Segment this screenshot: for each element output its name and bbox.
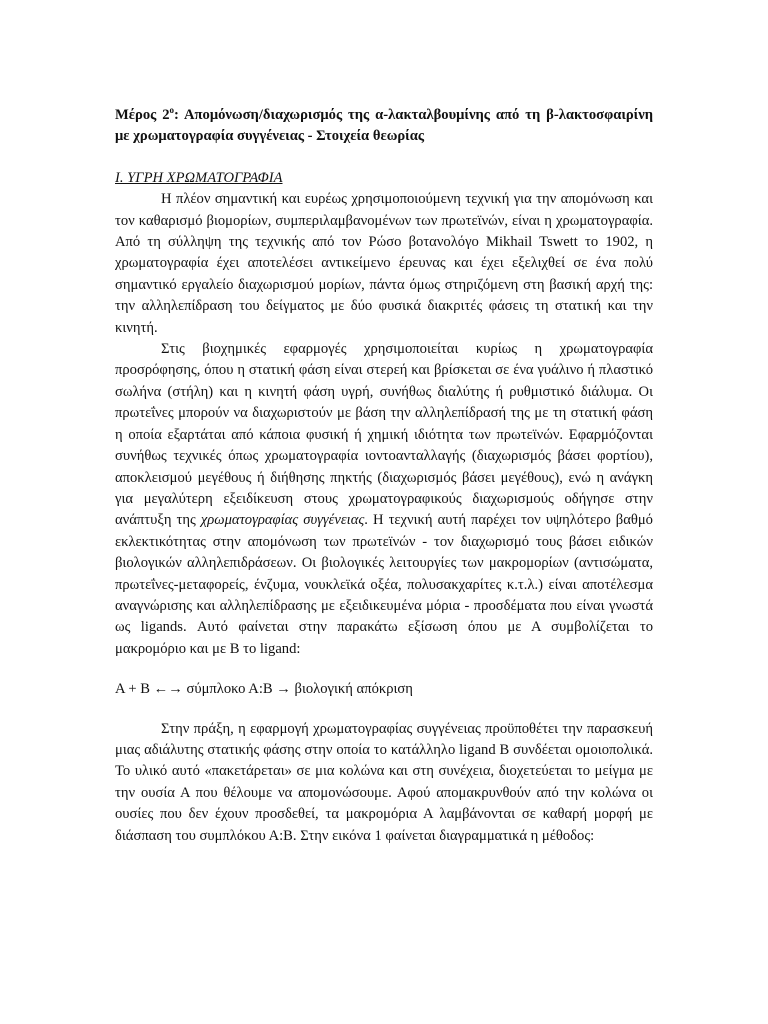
title-part1: Μέρος 2: [115, 107, 170, 123]
paragraph-2: [115, 339, 653, 660]
paragraph-1: Η πλέον σημαντική και ευρέως χρησιμοποιούμενη τεχνική για την απομόνωση και τον καθαρισμό βιομορίων, συμπεριλαμβανομένων των πρωτεϊνών, είναι η χρωματογραφία. Από τη σύλληψη της τεχνικής από τον Ρώσο βοτανολόγο Mikhail Tswett το 1902, η χρωματογραφία έχει αποτελέσει αντικείμενο έρευνας και έχει εξελιχθεί σε ένα πολύ σημαντικό εργαλείο διαχωρισμού μορίων, πάντα όμως στηριζόμενη στη βασική αρχή της: την αλληλεπίδραση του δείγματος με δύο φυσικά διακριτές φάσεις τη στατική και την κινητή.: [115, 191, 653, 336]
paragraph-3: Στην πράξη, η εφαρμογή χρωματογραφίας συγγένειας προϋποθέτει την παρασκευή μιας αδιάλυτης στατικής φάσης στην οποία το κατάλληλο ligand Β συνδέεται ομοιοπολικά. Το υλικό αυτό «πακετάρεται» σε μια κολώνα και στη συνέχεια, διοχετεύεται το μείγμα με την ουσία Α που θέλουμε να απομονώσουμε. Αφού απομακρυνθούν από την κολώνα οι ουσίες που δεν έχουν προσδεθεί, τα μακρομόρια Α λαμβάνονται σε καθαρή μορφή με διάσπαση του συμπλόκου Α:Β. Στην εικόνα 1 φαίνεται διαγραμματικά η μέθοδος:: [115, 720, 653, 844]
title-superscript: ο: [169, 105, 175, 115]
title-part2: : Απομόνωση/διαχωρισμός της α-λακταλβουμίνης από τη β-λακτοσφαιρίνη με χρωματογραφία συγγένειας - Στοιχεία θεωρίας: [115, 107, 654, 145]
document-page: [115, 105, 653, 847]
paragraph-2-emphasis: χρωματογραφίας συγγένειας: [200, 512, 365, 529]
document-title: [115, 105, 653, 148]
paragraph-2-text-b: . Η τεχνική αυτή παρέχει τον υψηλότερο βαθμό εκλεκτικότητας στην απομόνωση των πρωτεϊνών - τον διαχωρισμό τους βάσει ειδικών βιολογικών αλληλεπιδράσεων. Οι βιολογικές λειτουργίες των μακρομορίων (αντισώματα, πρωτεΐνες-μεταφορείς, ένζυμα, νουκλεϊκά οξέα, πολυσακχαρίτες κ.τ.λ.) είναι αποτέλεσμα αναγνώρισης και αλληλεπίδρασης με εξειδικευμένα μόρια - προσδέματα που είναι γνωστά ως ligands. Αυτό φαίνεται στην παρακάτω εξίσωση όπου με Α συμβολίζεται το μακρομόριο και με Β το ligand:: [115, 512, 653, 657]
paragraph-2-text-a: Στις βιοχημικές εφαρμογές χρησιμοποιείται κυρίως η χρωματογραφία προσρόφησης, όπου η στατική φάση είναι στερεή και βρίσκεται σε ένα γυάλινο ή πλαστικό σωλήνα (στήλη) και η κινητή φάση υγρή, συνήθως διαλύτης ή ρυθμιστικό διάλυμα. Οι πρωτεΐνες μπορούν να διαχωριστούν με βάση την αλληλεπίδρασή της με τη στατική φάση η οποία εξαρτάται από κάποια φυσική ή χημική ιδιότητα των πρωτεϊνών. Εφαρμόζονται συνήθως τεχνικές όπως χρωματογραφία ιοντοανταλλαγής (διαχωρισμός βάσει φορτίου), αποκλεισμού μεγέθους ή διήθησης πηκτής (διαχωρισμός βάσει μεγέθους), ενώ η ανάγκη για μεγαλύτερη εξειδίκευση στους χρωματογραφικούς διαχωρισμούς οδήγησε στην ανάπτυξη της: [115, 341, 653, 529]
section-heading: I. ΥΓΡΗ ΧΡΩΜΑΤΟΓΡΑΦΙΑ: [115, 169, 283, 186]
equation: Α + Β ←→ σύμπλοκο Α:Β → βιολογική απόκριση: [115, 681, 413, 698]
